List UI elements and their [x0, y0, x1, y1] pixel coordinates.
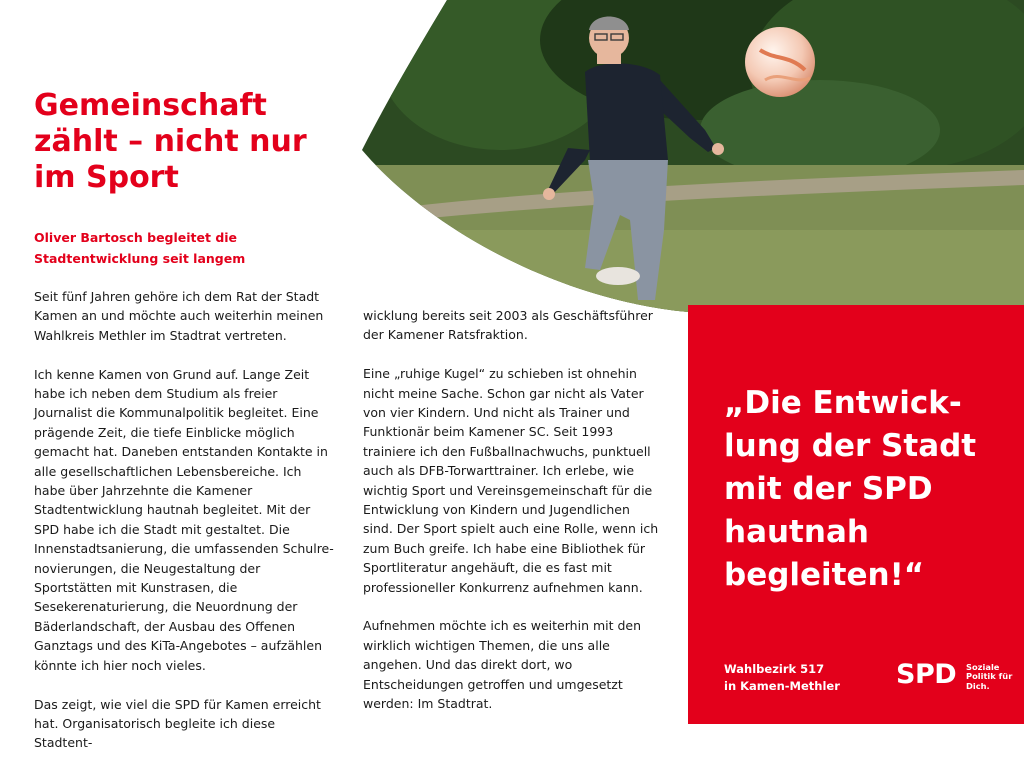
headline: Gemeinschaft zählt – nicht nur im Sport — [34, 88, 307, 195]
article-paragraph: Aufnehmen möchte ich es weiterhin mit den wirklich wichtigen Themen, die uns alle angehen. Und das direkt dort, wo Entscheidungen getroffen und umgesetzt werden: Im Stadtrat. — [363, 618, 642, 712]
article-paragraph: Das zeigt, wie viel die SPD für Kamen erreicht hat. Organisatorisch begleite ich diese Stadtent- — [34, 696, 321, 751]
subline: Oliver Bartosch begleitet die Stadtentwicklung seit langem — [34, 230, 246, 266]
district-label — [724, 661, 840, 695]
slogan-line: Dich. — [966, 680, 990, 691]
article-paragraph: wicklung bereits seit 2003 als Geschäftsführer der Kamener Ratsfraktion. — [363, 308, 653, 343]
slogan-line: Politik für — [966, 671, 1013, 682]
article-column-2 — [363, 306, 663, 733]
article-paragraph: Eine „ruhige Kugel“ zu schieben ist ohnehin nicht meine Sache. Schon gar nicht als Vater von vier Kindern. Und nicht als Trainer und Funktionär beim Kamener SC. Seit 1993 trainiere ich den Fußballnachwuchs, punktuell auch als DFB-Torwarttrainer. Ich erlebe, wie wichtig Sport und Vereinsgemeinschaft für die Entwicklung von Kindern und Jugendlichen sind. Der Sport spielt auch eine Rolle, wenn ich zum Buch greife. Ich habe eine Bibliothek für Sportliteratur angehäuft, die es fast mit professioneller Konkurrenz aufnehmen kann. — [363, 366, 659, 595]
spd-slogan — [966, 663, 1012, 691]
article-paragraph: Ich kenne Kamen von Grund auf. Lange Zeit habe ich neben dem Studium als freier Journalist die Kommunalpolitik begleitet. Eine prägende Zeit, die tiefe Einblicke möglich gemacht hat. Daneben entstanden Kontakte in alle gesellschaftlichen Lebensbereiche. Ich habe über Jahrzehnte die Kamener Stadtentwicklung hautnah begleitet. Mit der SPD habe ich die Stadt mit gestaltet. Die Innenstadtsanierung, die umfassenden Schulrenovierungen, die Neugestaltung der Sportstätten mit Kunstrasen, die Sesekerenaturierung, die Neuordnung der Bäderlandschaft, der Ausbau des Offenen Ganztags und des KiTa-Angebotes – aufzählen könnte ich hier noch vieles. — [34, 366, 334, 673]
article-paragraph: Seit fünf Jahren gehöre ich dem Rat der Stadt Kamen an und möchte auch weiterhin meinen Wahlkreis Methler im Stadtrat vertreten. — [34, 289, 324, 343]
pull-quote: „Die Entwicklung der Stadt mit der SPD hautnah begleiten!“ — [724, 385, 977, 593]
slogan-line: Soziale — [966, 662, 1000, 672]
spd-logo: SPD — [896, 659, 957, 690]
district-line-2: in Kamen-Methler — [724, 679, 840, 693]
district-line-1: Wahlbezirk 517 — [724, 662, 825, 676]
article-column-1 — [34, 287, 334, 772]
